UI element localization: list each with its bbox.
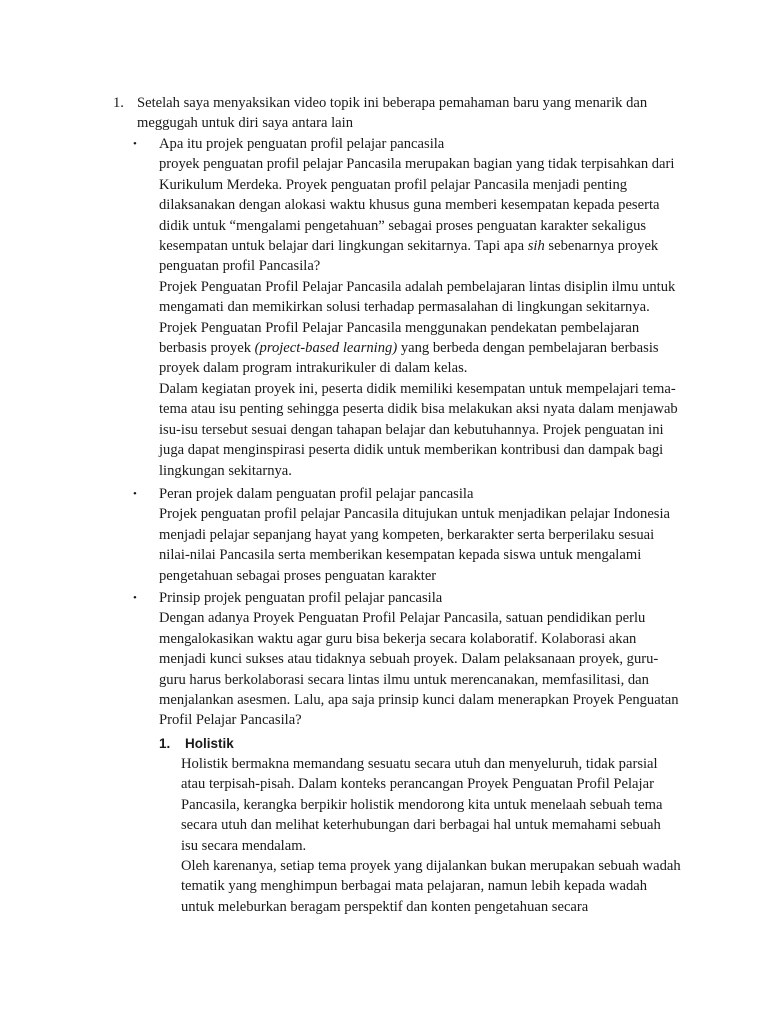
bullet-marker: •: [133, 138, 137, 150]
paragraph: Projek penguatan profil pelajar Pancasila ditujukan untuk menjadikan pelajar Indonesia menjadi pelajar sepanjang hayat yang kompeten, berkarakter serta berperilaku sesuai nilai-nilai Pancasila serta memberikan kesempatan kepada siswa untuk mengalami pengetahuan sebagai proses penguatan karakter: [159, 506, 671, 584]
list-number: 1.: [113, 95, 124, 111]
paragraph: Holistik bermakna memandang sesuatu secara utuh dan menyeluruh, tidak parsial atau terpisah-pisah. Dalam konteks perancangan Proyek Penguatan Profil Pelajar Pancasila, kerangka berpikir holistik mendorong kita untuk menelaah sebuah tema secara utuh dan melihat keterhubungan dari berbagai hal untuk memahami sebuah isu secara mendalam.: [181, 756, 663, 854]
section-heading: Prinsip projek penguatan profil pelajar pancasila: [159, 590, 443, 606]
bullet-marker: •: [133, 488, 137, 500]
paragraph: Dengan adanya Proyek Penguatan Profil Pelajar Pancasila, satuan pendidikan perlu mengalokasikan waktu agar guru bisa bekerja secara kolaboratif. Kolaborasi akan menjadi kunci sukses atau tidaknya sebuah proyek. Dalam pelaksanaan proyek, guru-guru harus berkolaborasi secara lintas ilmu untuk merencanakan, memfasilitasi, dan menjalankan asesmen. Lalu, apa saja prinsip kunci dalam menerapkan Proyek Penguatan Profil Pelajar Pancasila?: [159, 610, 679, 729]
section-what-is: [159, 134, 679, 481]
principle-body: [181, 754, 681, 917]
italic-phrase: (project-based learning): [254, 340, 398, 357]
section-heading: Apa itu projek penguatan profil pelajar pancasila: [159, 136, 445, 152]
intro-text: Setelah saya menyaksikan video topik ini beberapa pemahaman baru yang menarik dan meggugah untuk diri saya antara lain: [137, 95, 648, 132]
paragraph: Projek Penguatan Profil Pelajar Pancasila adalah pembelajaran lintas disiplin ilmu untuk mengamati dan memikirkan solusi terhadap permasalahan di lingkungan sekitarnya. Projek Penguatan Profil Pelajar Pancasila menggunakan pendekatan pembelajaran berbasis proyek (project-based learning) yang berbeda dengan pembelajaran berbasis proyek dalam program intrakurikuler di dalam kelas.: [159, 278, 676, 377]
paragraph: proyek penguatan profil pelajar Pancasila merupakan bagian yang tidak terpisahkan dari Kurikulum Merdeka. Proyek penguatan profil pelajar Pancasila menjadi penting dilaksanakan dengan alokasi waktu khusus guna memberi kesempatan kepada peserta didik untuk “mengalami pengetahuan” sebagai proses penguatan karakter sekaligus kesempatan untuk belajar dari lingkungan sekitarnya. Tapi apa sih sebenarnya proyek penguatan profil Pancasila?: [159, 156, 675, 275]
paragraph: Dalam kegiatan proyek ini, peserta didik memiliki kesempatan untuk mempelajari tema-tema atau isu penting sehingga peserta didik bisa melakukan aksi nyata dalam menjawab isu-isu tersebut sesuai dengan tahapan belajar dan kebutuhannya. Projek penguatan ini juga dapat menginspirasi peserta didik untuk memberikan kontribusi dan dampak bagi lingkungan sekitarnya.: [159, 380, 678, 479]
paragraph: Oleh karenanya, setiap tema proyek yang dijalankan bukan merupakan sebuah wadah tematik yang menghimpun berbagai mata pelajaran, namun lebih kepada wadah untuk meleburkan beragam perspektif dan konten pengetahuan secara: [181, 858, 681, 915]
italic-word: sih: [527, 238, 545, 255]
principle-title: Holistik: [185, 736, 234, 751]
section-role: [159, 484, 679, 586]
section-heading: Peran projek dalam penguatan profil pelajar pancasila: [159, 486, 474, 502]
bullet-marker: •: [133, 592, 137, 604]
section-principle: [159, 588, 679, 731]
principle-number: 1.: [159, 736, 171, 751]
